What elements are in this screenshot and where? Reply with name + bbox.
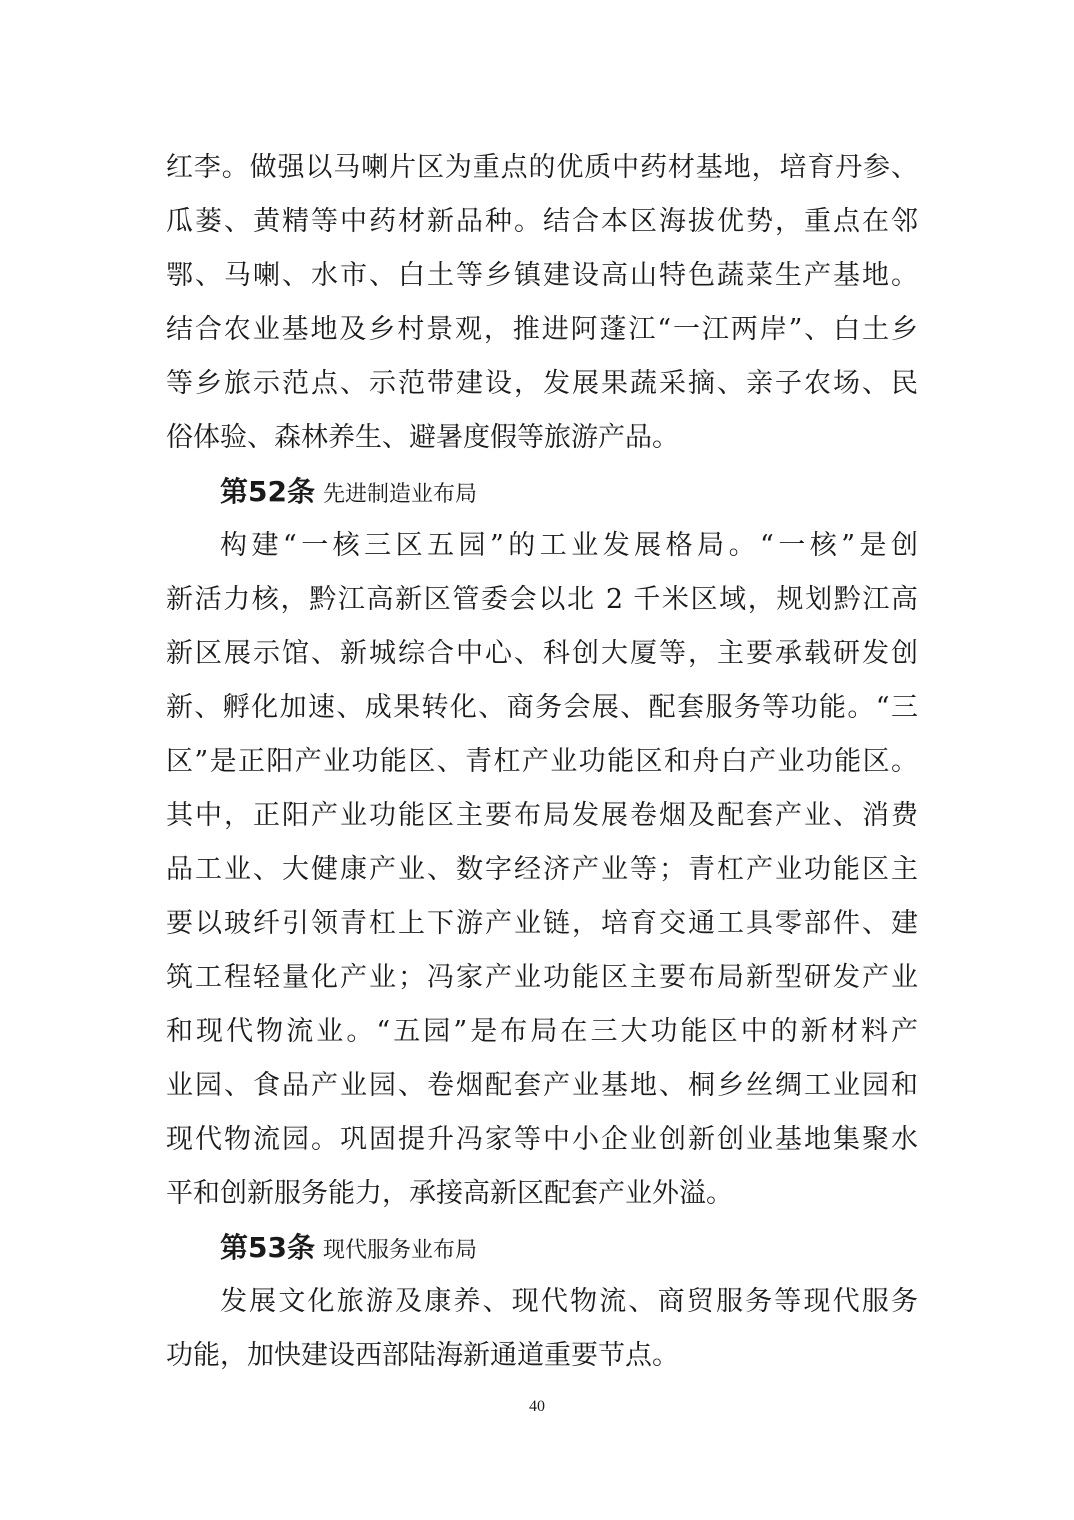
article-52-heading: [220, 472, 477, 512]
article-53-heading: [220, 1228, 477, 1268]
paragraph2-line-9: 筑工程轻量化产业；冯家产业功能区主要布局新型研发产业: [166, 962, 918, 993]
article-52-title: 先进制造业布局: [322, 482, 477, 507]
paragraph2-line-6: 其中，正阳产业功能区主要布局发展卷烟及配套产业、消费: [166, 800, 918, 831]
paragraph2-line-10: 和现代物流业。“五园”是布局在三大功能区中的新材料产: [166, 1016, 918, 1047]
paragraph2-line-5: 区”是正阳产业功能区、青杠产业功能区和舟白产业功能区。: [166, 746, 918, 777]
paragraph1-line-2: 瓜蒌、黄精等中药材新品种。结合本区海拔优势，重点在邻: [166, 206, 918, 237]
article-52-number: 第52条: [220, 475, 315, 508]
paragraph2-line-13: 平和创新服务能力，承接高新区配套产业外溢。: [166, 1178, 733, 1209]
paragraph1-line-6: 俗体验、森林养生、避暑度假等旅游产品。: [166, 422, 679, 453]
paragraph3-line-2: 功能，加快建设西部陆海新通道重要节点。: [166, 1340, 679, 1371]
paragraph2-line-11: 业园、食品产业园、卷烟配套产业基地、桐乡丝绸工业园和: [166, 1070, 918, 1101]
paragraph3-line-1: 发展文化旅游及康养、现代物流、商贸服务等现代服务: [220, 1286, 918, 1317]
paragraph2-line-3: 新区展示馆、新城综合中心、科创大厦等，主要承载研发创: [166, 638, 918, 669]
paragraph2-line-2: 新活力核，黔江高新区管委会以北 2 千米区域，规划黔江高: [166, 584, 918, 615]
paragraph1-line-5: 等乡旅示范点、示范带建设，发展果蔬采摘、亲子农场、民: [166, 368, 918, 399]
article-53-number: 第53条: [220, 1231, 315, 1264]
paragraph1-line-3: 鄂、马喇、水市、白土等乡镇建设高山特色蔬菜生产基地。: [166, 260, 918, 291]
paragraph2-line-8: 要以玻纤引领青杠上下游产业链，培育交通工具零部件、建: [166, 908, 918, 939]
paragraph1-line-1: 红李。做强以马喇片区为重点的优质中药材基地，培育丹参、: [166, 152, 918, 183]
paragraph2-line-4: 新、孵化加速、成果转化、商务会展、配套服务等功能。“三: [166, 692, 918, 723]
paragraph2-line-7: 品工业、大健康产业、数字经济产业等；青杠产业功能区主: [166, 854, 918, 885]
paragraph2-line-1: 构建“一核三区五园”的工业发展格局。“一核”是创: [220, 530, 918, 561]
paragraph1-line-4: 结合农业基地及乡村景观，推进阿蓬江“一江两岸”、白土乡: [166, 314, 918, 345]
paragraph2-line-12: 现代物流园。巩固提升冯家等中小企业创新创业基地集聚水: [166, 1124, 918, 1155]
article-53-title: 现代服务业布局: [322, 1238, 477, 1263]
page-number: 40: [529, 1398, 545, 1415]
